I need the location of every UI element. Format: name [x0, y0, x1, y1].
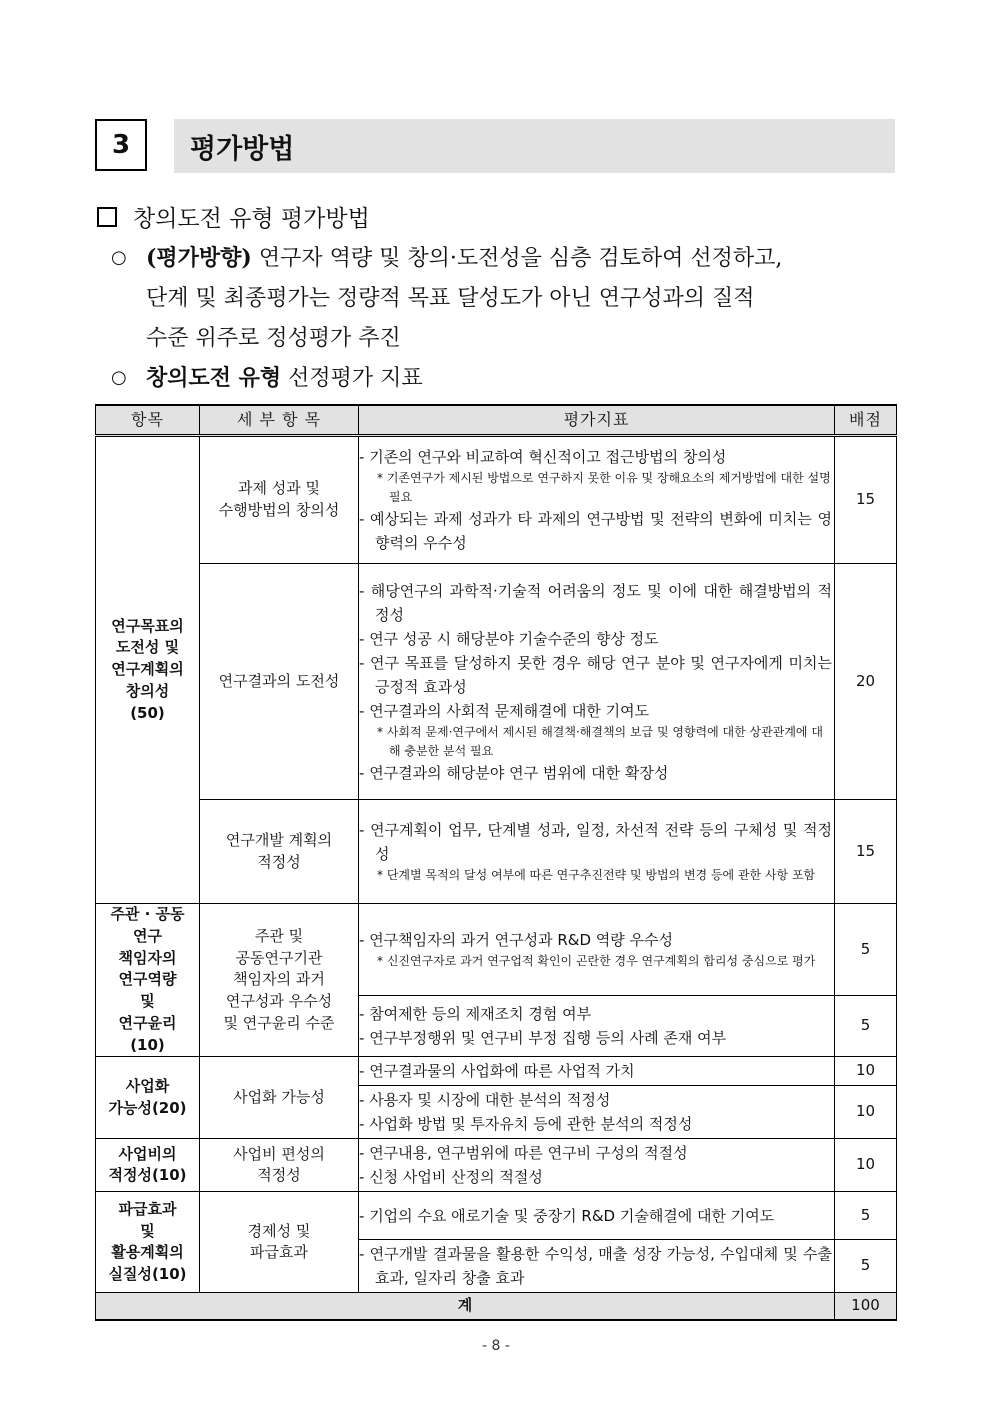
direction-label: (평가방향): [146, 245, 252, 271]
dash-icon: -: [359, 1168, 370, 1187]
dash-icon: -: [359, 1245, 370, 1264]
subitem-cell: 연구결과의 도전성: [200, 564, 359, 800]
checkbox-square-icon: [97, 207, 117, 227]
indicator-item: - 사업화 방법 및 투자유치 등에 관한 분석의 적정성: [359, 1115, 693, 1134]
indicator-item: - 연구 성공 시 해당분야 기술수준의 향상 정도: [359, 629, 659, 648]
bullet-circle-icon: ○: [111, 247, 127, 268]
evaluation-table: [95, 404, 897, 1321]
table-row: [96, 564, 897, 800]
dash-icon: -: [359, 448, 370, 466]
header-indicator: 평가지표: [359, 405, 835, 436]
indicator-cell: [359, 436, 835, 564]
total-score: 100: [835, 1293, 897, 1321]
indicator-cell: [359, 1240, 835, 1293]
indicator-note: * 신진연구자로 과거 연구업적 확인이 곤란한 경우 연구계획의 합리성 중심으로 평가: [377, 954, 816, 969]
heading-text: 창의도전 유형 평가방법: [133, 206, 370, 232]
indicator-item: - 연구개발 결과물을 활용한 수익성, 매출 성장 가능성, 수입대체 및 수출효과, 일자리 창출 효과: [359, 1245, 833, 1288]
score-cell: 20: [835, 564, 897, 800]
indicator-item: - 예상되는 과제 성과가 타 과제의 연구방법 및 전략의 변화에 미치는 영향력의 우수성: [359, 510, 833, 552]
indicator-cell: [359, 800, 835, 904]
indicator-item: - 기업의 수요 애로기술 및 중장기 R&D 기술해결에 대한 기여도: [359, 1206, 775, 1225]
indicator-cell: [359, 1139, 835, 1192]
section-number: 3: [95, 119, 147, 171]
asterisk-icon: *: [377, 724, 387, 739]
dash-icon: -: [359, 581, 371, 600]
dash-icon: -: [359, 1144, 370, 1163]
category-cell: 연구목표의 도전성 및 연구계획의 창의성 (50): [96, 436, 200, 904]
indicator-item: - 참여제한 등의 제재조치 경험 여부: [359, 1005, 592, 1024]
score-cell: 5: [835, 904, 897, 996]
table-total-row: [96, 1293, 897, 1321]
indicator-cell: [359, 564, 835, 800]
dash-icon: -: [359, 1005, 370, 1024]
indicator-cell: [359, 996, 835, 1057]
indicator-item: - 신청 사업비 산정의 적절성: [359, 1168, 543, 1187]
indicator-item: - 연구결과의 해당분야 연구 범위에 대한 확장성: [359, 763, 669, 782]
indicator-cell: [359, 904, 835, 996]
indicator-cell: [359, 1086, 835, 1139]
indicator-item: - 연구결과의 사회적 문제해결에 대한 기여도: [359, 701, 650, 720]
total-label: 계: [96, 1293, 835, 1321]
indicator-item: - 연구부정행위 및 연구비 부정 집행 등의 사례 존재 여부: [359, 1029, 727, 1048]
dash-icon: -: [359, 1062, 370, 1081]
indicator-item: - 연구결과물의 사업화에 따른 사업적 가치: [359, 1062, 635, 1081]
score-cell: 5: [835, 996, 897, 1057]
dash-icon: -: [359, 763, 370, 782]
subitem-cell: 연구개발 계획의 적정성: [200, 800, 359, 904]
table-row: [96, 1139, 897, 1192]
table-row: [96, 800, 897, 904]
dash-icon: -: [359, 701, 370, 720]
score-cell: 5: [835, 1240, 897, 1293]
header-score: 배점: [835, 405, 897, 436]
dash-icon: -: [359, 510, 371, 528]
table-row: [96, 1192, 897, 1240]
dash-icon: -: [359, 1115, 370, 1134]
dash-icon: -: [359, 1029, 370, 1048]
subitem-cell: 주관 및 공동연구기관 책임자의 과거 연구성과 우수성 및 연구윤리 수준: [200, 904, 359, 1057]
indicator-item: - 연구내용, 연구범위에 따른 연구비 구성의 적절성: [359, 1144, 688, 1163]
score-cell: 5: [835, 1192, 897, 1240]
dash-icon: -: [359, 1206, 370, 1225]
subitem-cell: 사업비 편성의 적정성: [200, 1139, 359, 1192]
asterisk-icon: *: [377, 868, 387, 882]
category-cell: 사업화 가능성(20): [96, 1057, 200, 1139]
subitem-cell: 사업화 가능성: [200, 1057, 359, 1139]
indicator-caption: 창의도전 유형 선정평가 지표: [146, 365, 423, 391]
indicator-cell: [359, 1057, 835, 1086]
indicator-item: - 연구책임자의 과거 연구성과 R&D 역량 우수성: [359, 931, 674, 950]
category-cell: 주관 · 공동 연구 책임자의 연구역량 및 연구윤리 (10): [96, 904, 200, 1057]
subsection-heading: [97, 200, 370, 233]
header-subitem: 세 부 항 목: [200, 405, 359, 436]
subitem-cell: 과제 성과 및 수행방법의 창의성: [200, 436, 359, 564]
table-row: [96, 436, 897, 564]
dash-icon: -: [359, 653, 371, 672]
table-body: [96, 436, 897, 1293]
indicator-item: - 기존의 연구와 비교하여 혁신적이고 접근방법의 창의성: [359, 448, 727, 466]
category-cell: 파급효과 및 활용계획의 실질성(10): [96, 1192, 200, 1293]
bullet-circle-icon: ○: [111, 367, 127, 388]
indicator-item: - 연구 목표를 달성하지 못한 경우 해당 연구 분야 및 연구자에게 미치는 긍정적 효과성: [359, 653, 833, 696]
score-cell: 10: [835, 1139, 897, 1192]
indicator-item: - 사용자 및 시장에 대한 분석의 적정성: [359, 1091, 611, 1110]
asterisk-icon: *: [377, 954, 387, 969]
indicator-note: * 단계별 목적의 달성 여부에 따른 연구추진전략 및 방법의 변경 등에 관한 사항 포함: [377, 868, 816, 882]
dash-icon: -: [359, 821, 371, 839]
indicator-note: * 사회적 문제·연구에서 제시된 해결책·해결책의 보급 및 영향력에 대한 상관관계에 대해 충분한 분석 필요: [377, 724, 823, 758]
direction-paragraph: (평가방향) 연구자 역량 및 창의·도전성을 심층 검토하여 선정하고, 단계 및 최종평가는 정량적 목표 달성도가 아닌 연구성과의 질적 수준 위주로 정성평가 추진: [146, 245, 783, 351]
dash-icon: -: [359, 931, 370, 950]
section-title: 평가방법: [174, 119, 895, 173]
indicator-note: * 기존연구가 제시된 방법으로 연구하지 못한 이유 및 장해요소의 제거방법에 대한 설명 필요: [377, 471, 831, 504]
dash-icon: -: [359, 629, 370, 648]
score-cell: 10: [835, 1057, 897, 1086]
page-number: - 8 -: [482, 1338, 510, 1354]
table-row: [96, 1057, 897, 1086]
asterisk-icon: *: [377, 471, 387, 485]
category-cell: 사업비의 적정성(10): [96, 1139, 200, 1192]
dash-icon: -: [359, 1091, 370, 1110]
score-cell: 15: [835, 800, 897, 904]
indicator-item: - 해당연구의 과학적·기술적 어려움의 정도 및 이에 대한 해결방법의 적정성: [359, 581, 832, 624]
indicator-cell: [359, 1192, 835, 1240]
score-cell: 10: [835, 1086, 897, 1139]
table-row: [96, 904, 897, 996]
table-header-row: [96, 405, 897, 436]
subitem-cell: 경제성 및 파급효과: [200, 1192, 359, 1293]
indicator-item: - 연구계획이 업무, 단계별 성과, 일정, 차선적 전략 등의 구체성 및 적정성: [359, 821, 833, 863]
header-category: 항목: [96, 405, 200, 436]
score-cell: 15: [835, 436, 897, 564]
